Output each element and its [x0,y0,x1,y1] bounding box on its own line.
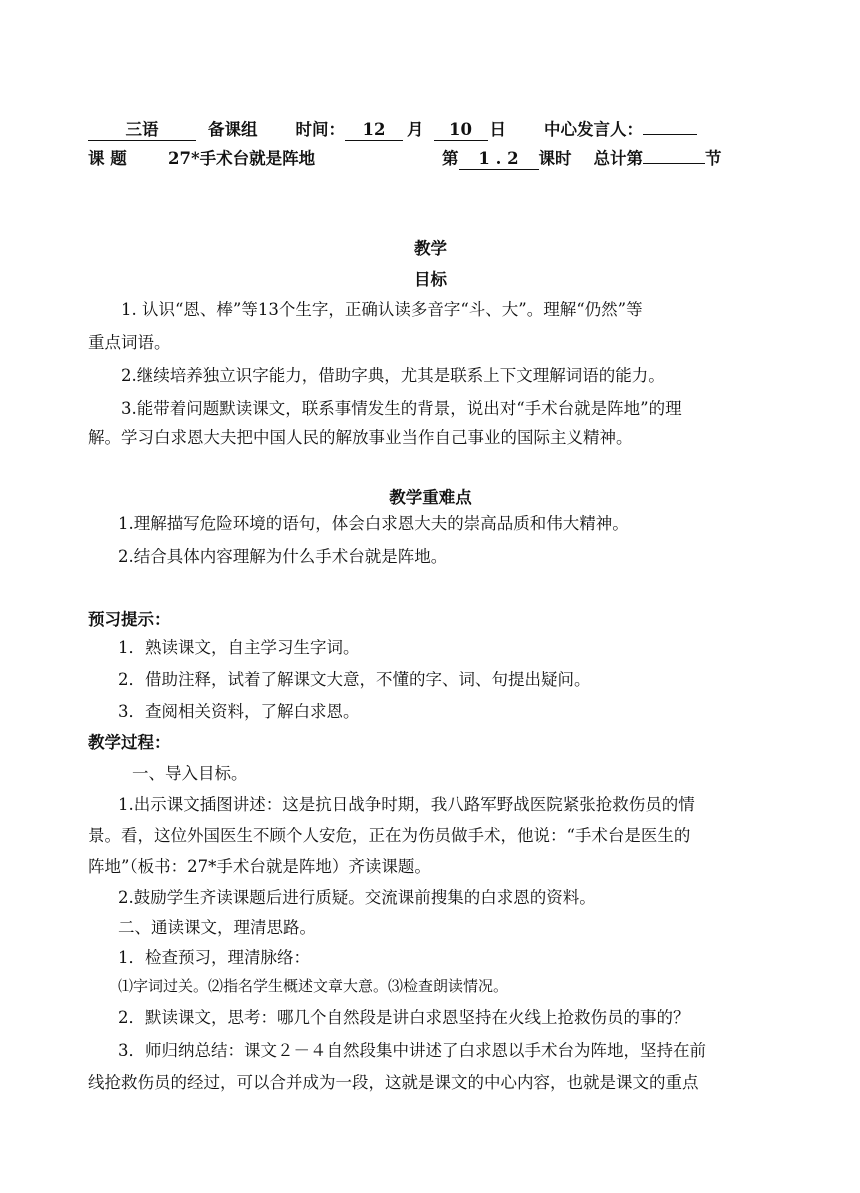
goals-heading-1: 教学 [414,239,447,258]
month-unit: 月 [407,120,424,139]
preview-item-1: 1．熟读课文，自主学习生字词。 [118,638,360,657]
key-point-2: 2.结合具体内容理解为什么手术台就是阵地。 [118,547,448,566]
time-label: 时间： [295,120,345,139]
process-p1b: 景。看，这位外国医生不顾个人安危，正在为伤员做手术，他说：“手术台是医生的 [88,826,691,845]
preview-heading: 预习提示： [88,610,171,629]
process-p1c: 阵地”（板书：27*手术台就是阵地）齐读课题。 [88,857,431,876]
goals-heading-2: 目标 [414,270,447,289]
goal-item-2: 2.继续培养独立识字能力，借助字典，尤其是联系上下文理解词语的能力。 [121,366,665,385]
goal-item-1a: 1. 认识“恩、棒”等13个生字，正确认读多音字“斗、大”。理解“仍然”等 [121,300,643,319]
goal-item-3a: 3.能带着问题默读课文，联系事情发生的背景，说出对“手术台就是阵地”的理 [121,399,682,418]
lesson-value: 1 . 2 [459,149,539,170]
speaker-value [643,134,697,135]
total-value [643,163,705,164]
process-s2-2: 2．默读课文，思考：哪几个自然段是讲白求恩坚持在火线上抢救伤员的事的？ [118,1008,690,1027]
process-step-1: 一、导入目标。 [132,764,248,783]
goal-item-3b: 解。学习白求恩大夫把中国人民的解放事业当作自己事业的国际主义精神。 [88,428,633,447]
month-value: 12 [345,120,403,141]
header-row-2 [88,145,722,170]
total-suffix: 节 [705,149,722,168]
topic-label: 课 题 [88,149,127,168]
process-step-2: 二、通读课文，理清思路。 [118,918,316,937]
total-prefix: 总计第 [593,149,643,168]
header-row-1 [88,116,697,141]
key-points-heading: 教学重难点 [389,488,472,507]
process-heading: 教学过程： [88,733,171,752]
day-value: 10 [434,120,488,141]
group-suffix: 备课组 [208,120,258,139]
process-p2: 2.鼓励学生齐读课题后进行质疑。交流课前搜集的白求恩的资料。 [118,888,596,907]
lesson-suffix: 课时 [538,149,572,168]
topic-value: 27*手术台就是阵地 [168,149,316,168]
process-p1a: 1.出示课文插图讲述：这是抗日战争时期，我八路军野战医院紧张抢救伤员的情 [118,795,695,814]
goal-item-1b: 重点词语。 [88,333,171,352]
speaker-label: 中心发言人： [544,120,643,139]
process-s2-3b: 线抢救伤员的经过，可以合并成为一段，这就是课文的中心内容，也就是课文的重点 [88,1073,699,1092]
lesson-prefix: 第 [442,149,459,168]
preview-item-2: 2．借助注释，试着了解课文大意，不懂的字、词、句提出疑问。 [118,670,591,689]
process-s2-1-detail: ⑴字词过关。⑵指名学生概述文章大意。⑶检查朗读情况。 [118,977,509,995]
group-name: 三语 [88,120,196,141]
day-unit: 日 [489,120,506,139]
process-s2-3a: 3．师归纳总结：课文２－４自然段集中讲述了白求恩以手术台为阵地，坚持在前 [118,1041,706,1060]
process-s2-1: 1．检查预习，理清脉络： [118,948,310,967]
preview-item-3: 3．查阅相关资料，了解白求恩。 [118,702,360,721]
key-point-1: 1.理解描写危险环境的语句，体会白求恩大夫的崇高品质和伟大精神。 [118,514,629,533]
